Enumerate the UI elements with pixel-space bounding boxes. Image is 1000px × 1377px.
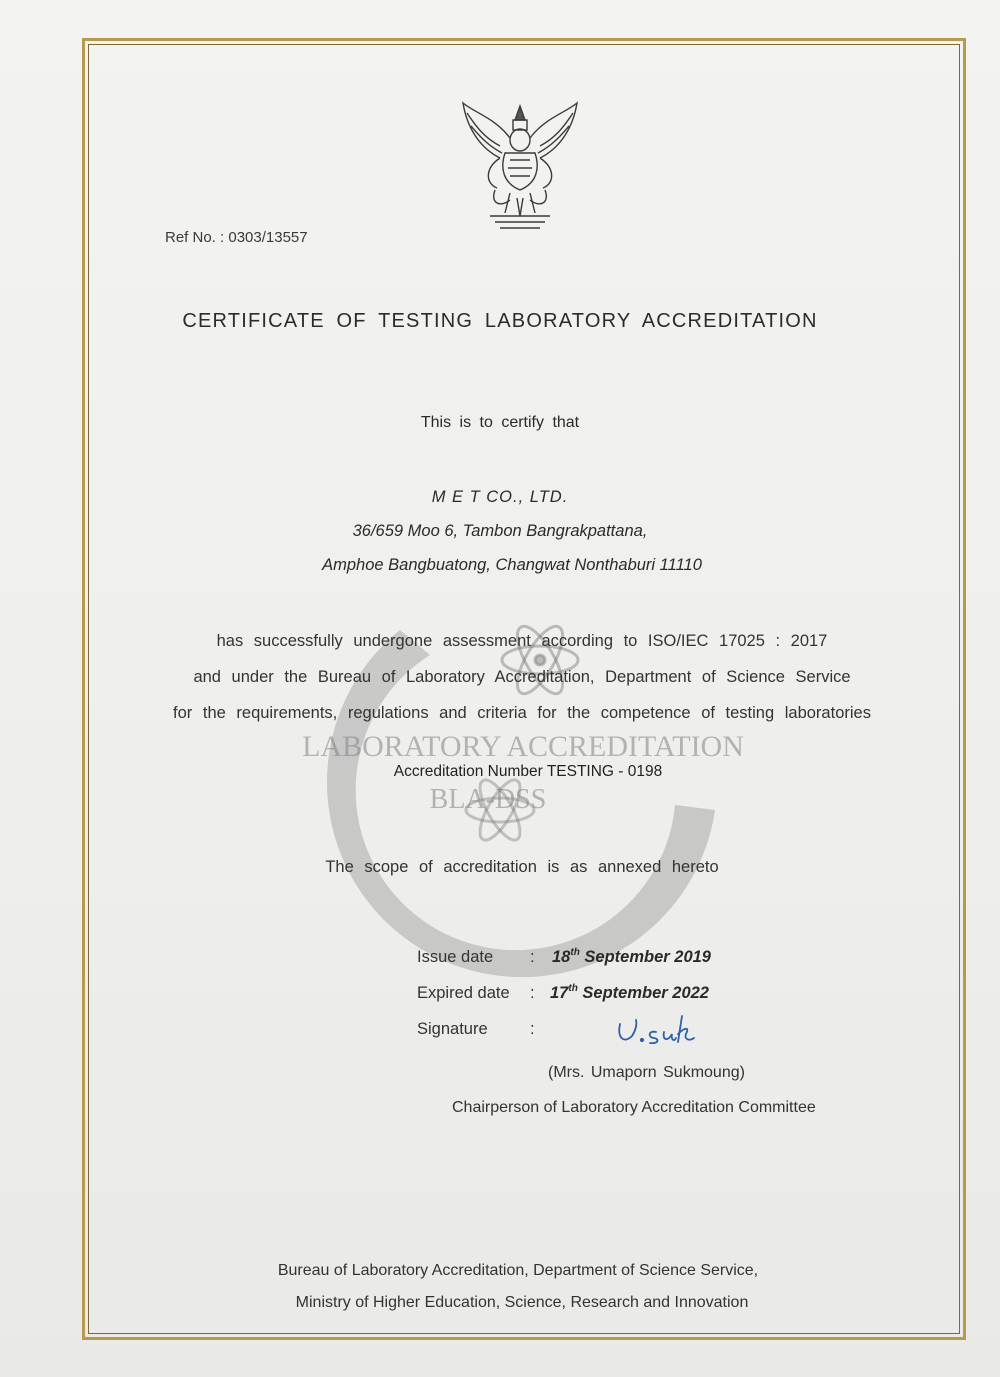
issue-day: 18 bbox=[552, 948, 571, 966]
assessment-line2: and under the Bureau of Laboratory Accreditation, Department of Science Service bbox=[193, 668, 851, 686]
expired-date-label: Expired date bbox=[417, 984, 510, 1002]
footer-line2: Ministry of Higher Education, Science, Research and Innovation bbox=[295, 1294, 749, 1311]
company-address-line2: Amphoe Bangbuatong, Changwat Nonthaburi 11110 bbox=[322, 556, 702, 574]
reference-number: Ref No. : 0303/13557 bbox=[165, 229, 308, 246]
expired-date-value bbox=[550, 984, 709, 1003]
issue-date-label: Issue date bbox=[417, 948, 494, 966]
expired-day-suffix: th bbox=[568, 983, 578, 994]
accreditation-number: Accreditation Number TESTING - 0198 bbox=[393, 763, 663, 780]
signature-colon: : bbox=[530, 1020, 535, 1038]
company-name: M E T CO., LTD. bbox=[431, 488, 569, 506]
certify-statement: This is to certify that bbox=[420, 414, 580, 431]
watermark-text-bla-dss: BLA-DSS bbox=[429, 784, 547, 815]
signature-label: Signature bbox=[417, 1020, 488, 1038]
issue-date-value bbox=[552, 948, 711, 967]
certificate-title: CERTIFICATE OF TESTING LABORATORY ACCREDITATION bbox=[182, 310, 818, 332]
expired-date-colon: : bbox=[530, 984, 535, 1002]
assessment-line1: has successfully undergone assessment according to ISO/IEC 17025 : 2017 bbox=[216, 632, 828, 650]
footer-line1: Bureau of Laboratory Accreditation, Department of Science Service, bbox=[277, 1262, 759, 1279]
issue-month-year: September 2019 bbox=[584, 948, 711, 966]
watermark-text-laboratory-accreditation: LABORATORY ACCREDITATION bbox=[302, 730, 744, 763]
signatory-title: Chairperson of Laboratory Accreditation Committee bbox=[452, 1099, 816, 1116]
company-address-line1: 36/659 Moo 6, Tambon Bangrakpattana, bbox=[352, 522, 648, 540]
assessment-line3: for the requirements, regulations and criteria for the competence of testing laboratories bbox=[173, 704, 871, 722]
signatory-name: (Mrs. Umaporn Sukmoung) bbox=[548, 1064, 745, 1081]
scope-statement: The scope of accreditation is as annexed hereto bbox=[325, 858, 719, 876]
garuda-emblem-icon bbox=[455, 98, 585, 238]
expired-day: 17 bbox=[550, 984, 569, 1002]
issue-date-colon: : bbox=[530, 948, 535, 966]
expired-month-year: September 2022 bbox=[582, 984, 709, 1002]
issue-day-suffix: th bbox=[570, 947, 580, 958]
handwritten-signature bbox=[612, 1010, 702, 1050]
